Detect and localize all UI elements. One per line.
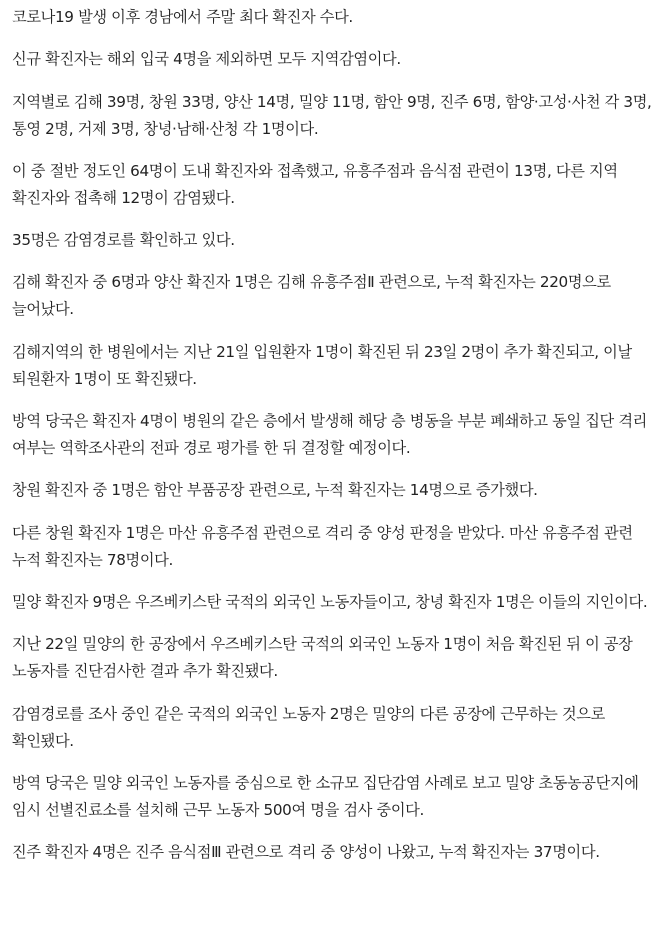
paragraph: 코로나19 발생 이후 경남에서 주말 최다 확진자 수다. — [12, 8, 353, 26]
paragraph: 이 중 절반 정도인 64명이 도내 확진자와 접촉했고, 유흥주점과 음식점 관련이 13명, 다른 지역 확진자와 접촉해 12명이 감염됐다. — [12, 161, 618, 207]
paragraph: 다른 창원 확진자 1명은 마산 유흥주점 관련으로 격리 중 양성 판정을 받았다. 마산 유흥주점 관련 누적 확진자는 78명이다. — [12, 523, 633, 569]
paragraph: 김해 확진자 중 6명과 양산 확진자 1명은 김해 유흥주점Ⅱ 관련으로, 누적 확진자는 220명으로 늘어났다. — [12, 273, 611, 319]
paragraph: 김해지역의 한 병원에서는 지난 21일 입원환자 1명이 확진된 뒤 23일 2명이 추가 확진되고, 이날 퇴원환자 1명이 또 확진됐다. — [12, 342, 632, 388]
paragraph: 밀양 확진자 9명은 우즈베키스탄 국적의 외국인 노동자들이고, 창녕 확진자 1명은 이들의 지인이다. — [12, 592, 648, 611]
paragraph: 방역 당국은 확진자 4명이 병원의 같은 층에서 발생해 해당 층 병동을 부분 폐쇄하고 동일 집단 격리 여부는 역학조사관의 전파 경로 평가를 한 뒤 결정할 예정이다. — [12, 412, 648, 458]
paragraph: 방역 당국은 밀양 외국인 노동자를 중심으로 한 소규모 집단감염 사례로 보고 밀양 초동농공단지에 임시 선별진료소를 설치해 근무 노동자 500여 명을 검사 중이다. — [12, 773, 639, 819]
paragraph: 창원 확진자 중 1명은 함안 부품공장 관련으로, 누적 확진자는 14명으로 증가했다. — [12, 481, 538, 500]
paragraph: 감염경로를 조사 중인 같은 국적의 외국인 노동자 2명은 밀양의 다른 공장에 근무하는 것으로 확인됐다. — [12, 704, 605, 750]
paragraph: 35명은 감염경로를 확인하고 있다. — [12, 231, 235, 250]
paragraph: 지역별로 김해 39명, 창원 33명, 양산 14명, 밀양 11명, 함안 9명, 진주 6명, 함양·고성·사천 각 3명, 통영 2명, 거제 3명, 창녕·남해·산청 각 1명이다. — [12, 92, 652, 138]
paragraph: 진주 확진자 4명은 진주 음식점Ⅲ 관련으로 격리 중 양성이 나왔고, 누적 확진자는 37명이다. — [12, 843, 600, 862]
paragraph: 지난 22일 밀양의 한 공장에서 우즈베키스탄 국적의 외국인 노동자 1명이 처음 확진된 뒤 이 공장 노동자를 진단검사한 결과 추가 확진됐다. — [12, 635, 633, 681]
paragraph: 신규 확진자는 해외 입국 4명을 제외하면 모두 지역감염이다. — [12, 50, 401, 69]
